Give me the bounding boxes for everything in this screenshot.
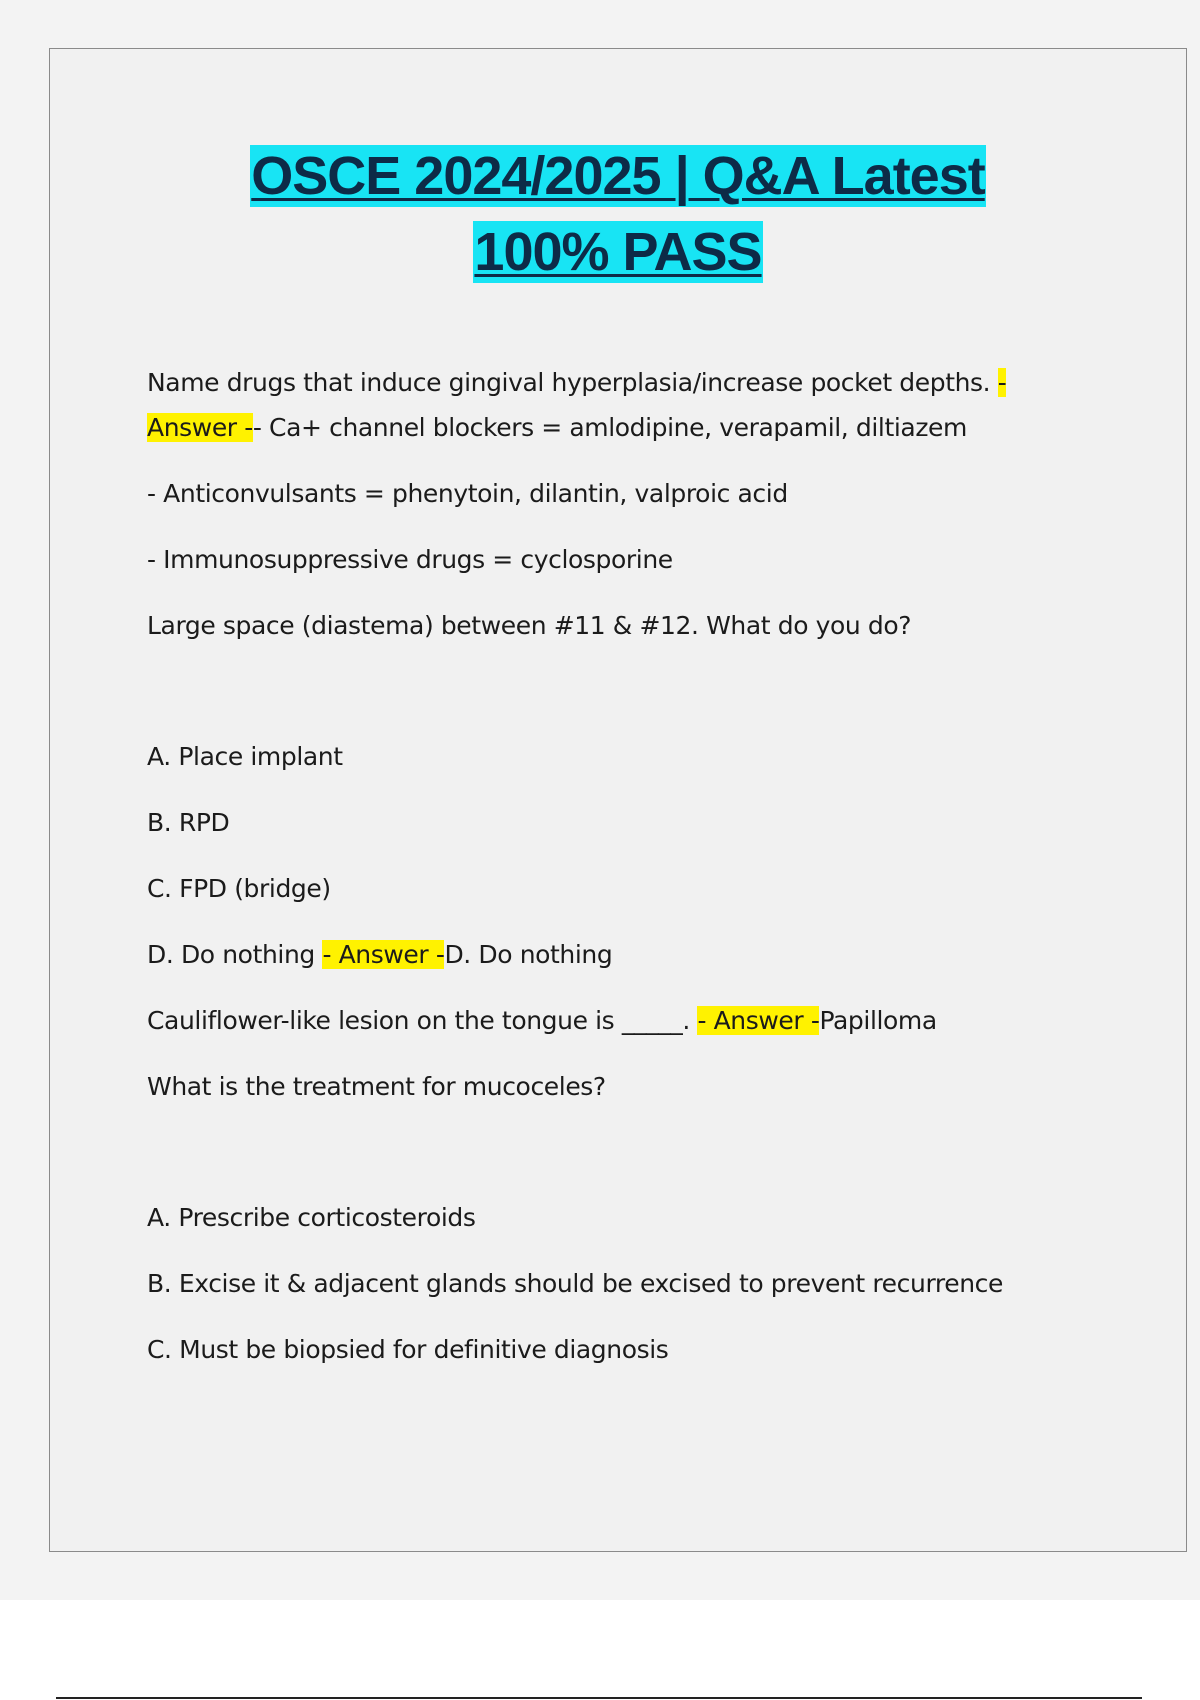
answer-marker: - <box>997 368 1007 397</box>
option-b: B. RPD <box>147 808 230 837</box>
option-c: C. FPD (bridge) <box>147 874 331 903</box>
question-2: Large space (diastema) between #11 & #12. What do you do? <box>147 611 912 640</box>
option-d-text: D. Do nothing <box>147 940 323 969</box>
option-a: A. Prescribe corticosteroids <box>147 1203 476 1232</box>
question-text: Cauliflower-like lesion on the tongue is _____. <box>147 1006 698 1035</box>
option-a: A. Place implant <box>147 742 343 771</box>
next-page-divider <box>56 1697 1142 1699</box>
answer-text: Papilloma <box>819 1006 937 1035</box>
answer-text: - Ca+ channel blockers = amlodipine, verapamil, diltiazem <box>252 413 967 442</box>
answer-marker: - Answer - <box>322 940 445 969</box>
question-4: What is the treatment for mucoceles? <box>147 1072 606 1101</box>
page-gap <box>0 1600 1200 1700</box>
title-line-2: 100% PASS <box>474 222 762 282</box>
document-page <box>49 48 1187 1552</box>
question-1 <box>147 363 1127 408</box>
option-d <box>147 935 1127 1001</box>
question-text: Name drugs that induce gingival hyperplasia/increase pocket depths. <box>147 368 998 397</box>
option-c: C. Must be biopsied for definitive diagnosis <box>147 1335 669 1364</box>
answer-text: D. Do nothing <box>444 940 613 969</box>
question-3 <box>147 1001 1127 1067</box>
option-b: B. Excise it & adjacent glands should be excised to prevent recurrence <box>147 1269 1003 1298</box>
answer-1 <box>147 408 1127 474</box>
document-title <box>50 145 1186 283</box>
answer-marker: Answer - <box>147 413 253 442</box>
answer-1-line-3: - Immunosuppressive drugs = cyclosporine <box>147 545 673 574</box>
qa-content <box>147 363 1127 1396</box>
answer-marker: - Answer - <box>697 1006 820 1035</box>
title-line-1: OSCE 2024/2025 | Q&A Latest <box>251 146 985 206</box>
answer-1-line-2: - Anticonvulsants = phenytoin, dilantin, valproic acid <box>147 479 788 508</box>
